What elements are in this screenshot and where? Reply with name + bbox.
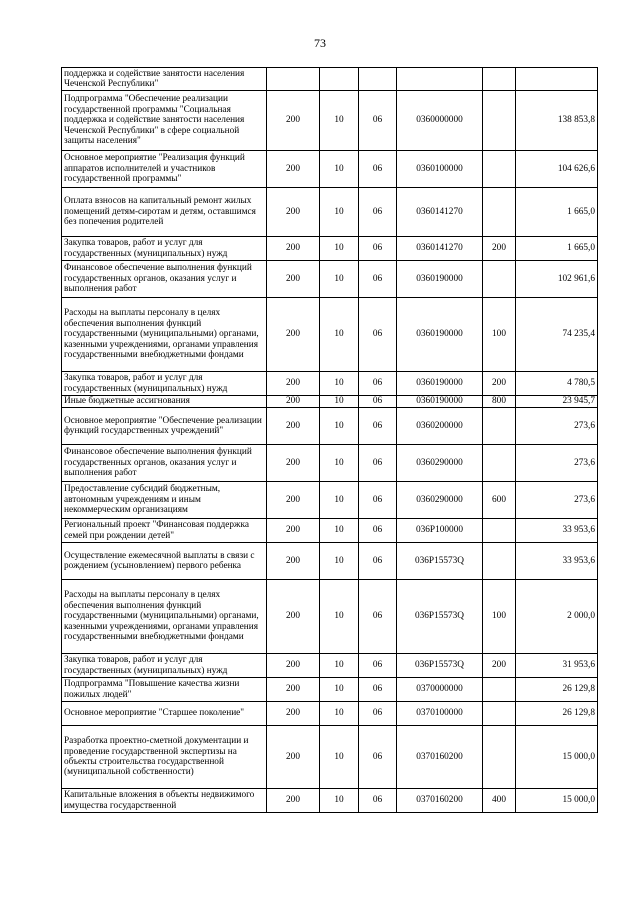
section-code: 10 <box>320 543 359 580</box>
budget-table <box>61 67 598 813</box>
grbs-code: 200 <box>267 702 320 726</box>
table-row <box>62 188 598 237</box>
table-row <box>62 151 598 188</box>
subsection-code: 06 <box>359 702 397 726</box>
table-row <box>62 408 598 445</box>
target-article-code: 0360190000 <box>397 396 483 408</box>
grbs-code: 200 <box>267 445 320 482</box>
section-code: 10 <box>320 519 359 543</box>
target-article-code: 0370000000 <box>397 678 483 702</box>
section-code: 10 <box>320 678 359 702</box>
grbs-code <box>267 68 320 91</box>
expense-type-code <box>483 678 516 702</box>
expense-type-code: 100 <box>483 298 516 372</box>
target-article-code: 0360290000 <box>397 482 483 519</box>
grbs-code: 200 <box>267 91 320 151</box>
table-row <box>62 654 598 678</box>
grbs-code: 200 <box>267 372 320 396</box>
amount: 15 000,0 <box>516 726 598 789</box>
target-article-code: 036P15573Q <box>397 580 483 654</box>
expense-type-code <box>483 91 516 151</box>
grbs-code: 200 <box>267 580 320 654</box>
expense-name: Закупка товаров, работ и услуг для государственных (муниципальных) нужд <box>62 654 267 678</box>
section-code <box>320 68 359 91</box>
subsection-code: 06 <box>359 237 397 261</box>
table-row <box>62 580 598 654</box>
grbs-code: 200 <box>267 726 320 789</box>
amount: 273,6 <box>516 445 598 482</box>
section-code: 10 <box>320 726 359 789</box>
section-code: 10 <box>320 188 359 237</box>
table-row <box>62 482 598 519</box>
target-article-code: 036P100000 <box>397 519 483 543</box>
grbs-code: 200 <box>267 396 320 408</box>
table-row <box>62 372 598 396</box>
table-row <box>62 702 598 726</box>
amount: 15 000,0 <box>516 789 598 813</box>
amount: 33 953,6 <box>516 519 598 543</box>
grbs-code: 200 <box>267 237 320 261</box>
subsection-code: 06 <box>359 298 397 372</box>
target-article-code: 0360190000 <box>397 298 483 372</box>
amount: 74 235,4 <box>516 298 598 372</box>
expense-name: Расходы на выплаты персоналу в целях обеспечения выполнения функций государственными (муниципальными) органами, казенными учреждениями, органами управления государственными внебюджетными фондами <box>62 298 267 372</box>
target-article-code: 0370160200 <box>397 789 483 813</box>
expense-name: Региональный проект "Финансовая поддержка семей при рождении детей" <box>62 519 267 543</box>
expense-type-code <box>483 261 516 298</box>
table-row <box>62 237 598 261</box>
expense-name: Иные бюджетные ассигнования <box>62 396 267 408</box>
amount: 104 626,6 <box>516 151 598 188</box>
section-code: 10 <box>320 298 359 372</box>
section-code: 10 <box>320 372 359 396</box>
amount: 31 953,6 <box>516 654 598 678</box>
subsection-code: 06 <box>359 482 397 519</box>
grbs-code: 200 <box>267 654 320 678</box>
expense-name: Предоставление субсидий бюджетным, автономным учреждениям и иным некоммерческим организациям <box>62 482 267 519</box>
amount: 4 780,5 <box>516 372 598 396</box>
table-row <box>62 261 598 298</box>
grbs-code: 200 <box>267 482 320 519</box>
table-row <box>62 789 598 813</box>
expense-name: Основное мероприятие "Старшее поколение" <box>62 702 267 726</box>
table-row <box>62 543 598 580</box>
target-article-code: 0370100000 <box>397 702 483 726</box>
subsection-code: 06 <box>359 580 397 654</box>
table-row <box>62 519 598 543</box>
page-number: 73 <box>314 36 326 50</box>
subsection-code: 06 <box>359 408 397 445</box>
subsection-code: 06 <box>359 789 397 813</box>
expense-name: Разработка проектно-сметной документации и проведение государственной экспертизы на объекты строительства государственной (муниципальной собственности) <box>62 726 267 789</box>
section-code: 10 <box>320 482 359 519</box>
expense-type-code <box>483 445 516 482</box>
expense-type-code: 200 <box>483 237 516 261</box>
table-row <box>62 396 598 408</box>
expense-type-code: 200 <box>483 372 516 396</box>
subsection-code <box>359 68 397 91</box>
expense-name: Осуществление ежемесячной выплаты в связи с рождением (усыновлением) первого ребенка <box>62 543 267 580</box>
expense-type-code: 600 <box>483 482 516 519</box>
target-article-code: 0360190000 <box>397 261 483 298</box>
table-row <box>62 91 598 151</box>
section-code: 10 <box>320 91 359 151</box>
expense-type-code <box>483 68 516 91</box>
amount: 102 961,6 <box>516 261 598 298</box>
amount <box>516 68 598 91</box>
target-article-code: 0360141270 <box>397 237 483 261</box>
table-row <box>62 68 598 91</box>
subsection-code: 06 <box>359 726 397 789</box>
expense-name: Подпрограмма "Повышение качества жизни пожилых людей" <box>62 678 267 702</box>
target-article-code: 0360200000 <box>397 408 483 445</box>
grbs-code: 200 <box>267 519 320 543</box>
section-code: 10 <box>320 789 359 813</box>
amount: 26 129,8 <box>516 702 598 726</box>
table-row <box>62 726 598 789</box>
subsection-code: 06 <box>359 445 397 482</box>
target-article-code: 0360100000 <box>397 151 483 188</box>
amount: 33 953,6 <box>516 543 598 580</box>
amount: 273,6 <box>516 482 598 519</box>
subsection-code: 06 <box>359 261 397 298</box>
amount: 1 665,0 <box>516 188 598 237</box>
subsection-code: 06 <box>359 188 397 237</box>
amount: 273,6 <box>516 408 598 445</box>
expense-type-code <box>483 408 516 445</box>
table-row <box>62 678 598 702</box>
target-article-code: 0360290000 <box>397 445 483 482</box>
section-code: 10 <box>320 408 359 445</box>
expense-type-code: 400 <box>483 789 516 813</box>
subsection-code: 06 <box>359 372 397 396</box>
amount: 138 853,8 <box>516 91 598 151</box>
grbs-code: 200 <box>267 408 320 445</box>
subsection-code: 06 <box>359 543 397 580</box>
expense-name: Основное мероприятие "Обеспечение реализации функций государственных учреждений" <box>62 408 267 445</box>
expense-type-code: 800 <box>483 396 516 408</box>
table-row <box>62 298 598 372</box>
subsection-code: 06 <box>359 654 397 678</box>
subsection-code: 06 <box>359 91 397 151</box>
amount: 26 129,8 <box>516 678 598 702</box>
section-code: 10 <box>320 396 359 408</box>
expense-type-code <box>483 543 516 580</box>
section-code: 10 <box>320 445 359 482</box>
section-code: 10 <box>320 261 359 298</box>
expense-type-code <box>483 519 516 543</box>
expense-type-code <box>483 702 516 726</box>
expense-name: Расходы на выплаты персоналу в целях обеспечения выполнения функций государственными (муниципальными) органами, казенными учреждениями, органами управления государственными внебюджетными фондами <box>62 580 267 654</box>
target-article-code: 0360000000 <box>397 91 483 151</box>
subsection-code: 06 <box>359 519 397 543</box>
expense-type-code <box>483 151 516 188</box>
subsection-code: 06 <box>359 396 397 408</box>
grbs-code: 200 <box>267 678 320 702</box>
section-code: 10 <box>320 237 359 261</box>
grbs-code: 200 <box>267 188 320 237</box>
subsection-code: 06 <box>359 678 397 702</box>
expense-type-code <box>483 726 516 789</box>
subsection-code: 06 <box>359 151 397 188</box>
amount: 1 665,0 <box>516 237 598 261</box>
amount: 2 000,0 <box>516 580 598 654</box>
target-article-code: 0360141270 <box>397 188 483 237</box>
expense-type-code: 200 <box>483 654 516 678</box>
expense-type-code: 100 <box>483 580 516 654</box>
expense-name: Закупка товаров, работ и услуг для государственных (муниципальных) нужд <box>62 237 267 261</box>
expense-name: Капитальные вложения в объекты недвижимого имущества государственной <box>62 789 267 813</box>
target-article-code <box>397 68 483 91</box>
target-article-code: 036P15573Q <box>397 543 483 580</box>
expense-name: Финансовое обеспечение выполнения функций государственных органов, оказания услуг и выполнения работ <box>62 261 267 298</box>
expense-name: Основное мероприятие "Реализация функций аппаратов исполнителей и участников государственной программы" <box>62 151 267 188</box>
grbs-code: 200 <box>267 543 320 580</box>
amount: 23 945,7 <box>516 396 598 408</box>
expense-name: Подпрограмма "Обеспечение реализации государственной программы "Социальная поддержка и содействие занятости населения Чеченской Республики" в сфере социальной защиты населения" <box>62 91 267 151</box>
expense-name: Закупка товаров, работ и услуг для государственных (муниципальных) нужд <box>62 372 267 396</box>
grbs-code: 200 <box>267 261 320 298</box>
section-code: 10 <box>320 151 359 188</box>
expense-type-code <box>483 188 516 237</box>
target-article-code: 036P15573Q <box>397 654 483 678</box>
section-code: 10 <box>320 654 359 678</box>
target-article-code: 0360190000 <box>397 372 483 396</box>
section-code: 10 <box>320 702 359 726</box>
section-code: 10 <box>320 580 359 654</box>
target-article-code: 0370160200 <box>397 726 483 789</box>
expense-name: Финансовое обеспечение выполнения функций государственных органов, оказания услуг и выполнения работ <box>62 445 267 482</box>
grbs-code: 200 <box>267 789 320 813</box>
expense-name: поддержка и содействие занятости населения Чеченской Республики" <box>62 68 267 91</box>
grbs-code: 200 <box>267 298 320 372</box>
table-row <box>62 445 598 482</box>
grbs-code: 200 <box>267 151 320 188</box>
expense-name: Оплата взносов на капитальный ремонт жилых помещений детям-сиротам и детям, оставшимся без попечения родителей <box>62 188 267 237</box>
